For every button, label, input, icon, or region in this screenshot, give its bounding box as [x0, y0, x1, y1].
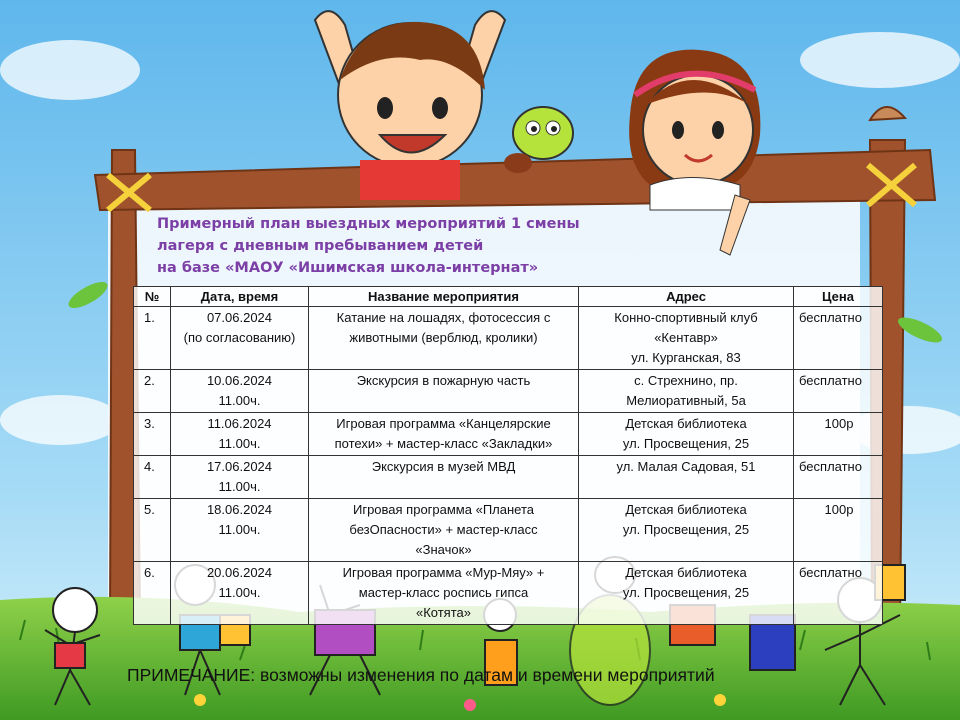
title-line-3: на базе «МАОУ «Ишимская школа-интернат»	[157, 260, 539, 276]
address-line: с. Стрехнино, пр.	[634, 373, 738, 388]
time-line: 11.00ч.	[218, 479, 261, 494]
cell-date	[171, 456, 309, 499]
address-line: «Кентавр»	[654, 330, 718, 345]
cell-num: 6.	[134, 562, 171, 625]
header-address: Адрес	[579, 287, 794, 307]
table-row	[134, 413, 883, 456]
header-event: Название мероприятия	[309, 287, 579, 307]
address-line: Детская библиотека	[625, 416, 747, 431]
address-line: ул. Просвещения, 25	[622, 436, 750, 451]
cell-date	[171, 499, 309, 562]
cell-date	[171, 370, 309, 413]
event-line: Экскурсия в музей МВД	[371, 459, 516, 474]
address-line: ул. Малая Садовая, 51	[616, 459, 756, 474]
address-line: Детская библиотека	[625, 565, 747, 580]
bee-character-illustration	[498, 88, 588, 178]
time-line: 11.00ч.	[218, 585, 261, 600]
events-table	[133, 286, 883, 625]
cell-event	[309, 499, 579, 562]
event-line: «Значок»	[415, 542, 472, 557]
cell-num: 4.	[134, 456, 171, 499]
cell-address	[579, 413, 794, 456]
cell-date	[171, 307, 309, 370]
address-line: ул. Курганская, 83	[631, 350, 741, 365]
table-row	[134, 456, 883, 499]
title-line-1: Примерный план выездных мероприятий 1 смены	[157, 216, 580, 232]
cell-event	[309, 307, 579, 370]
time-line: 11.00ч.	[218, 393, 261, 408]
address-line: ул. Просвещения, 25	[622, 522, 750, 537]
date-line: 18.06.2024	[206, 502, 273, 517]
event-line: безОпасности» + мастер-класс	[349, 522, 538, 537]
header-num: №	[134, 287, 171, 307]
event-line: Игровая программа «Планета	[352, 502, 534, 517]
cell-num: 3.	[134, 413, 171, 456]
cell-num: 5.	[134, 499, 171, 562]
cell-price: бесплатно	[794, 370, 883, 413]
event-line: Катание на лошадях, фотосессия с	[336, 310, 551, 325]
cell-address	[579, 562, 794, 625]
page-title	[157, 213, 597, 279]
cell-num: 1.	[134, 307, 171, 370]
table-row	[134, 499, 883, 562]
time-line: 11.00ч.	[218, 522, 261, 537]
cell-address	[579, 456, 794, 499]
cell-date	[171, 413, 309, 456]
event-line: потехи» + мастер-класс «Закладки»	[334, 436, 553, 451]
event-line: «Котята»	[415, 605, 471, 620]
boy-character-illustration	[290, 0, 530, 200]
event-line: животными (верблюд, кролики)	[349, 330, 538, 345]
event-line: Игровая программа «Канцелярские	[336, 416, 551, 431]
cell-address	[579, 370, 794, 413]
cell-price: 100р	[794, 499, 883, 562]
date-line: 20.06.2024	[206, 565, 273, 580]
cell-address	[579, 307, 794, 370]
date-line: 11.06.2024	[207, 416, 272, 431]
date-line: 17.06.2024	[206, 459, 273, 474]
address-line: Мелиоративный, 5а	[626, 393, 746, 408]
event-line: Игровая программа «Мур-Мяу» +	[342, 565, 545, 580]
cell-address	[579, 499, 794, 562]
event-line: Экскурсия в пожарную часть	[356, 373, 531, 388]
cell-event	[309, 562, 579, 625]
address-line: ул. Просвещения, 25	[622, 585, 750, 600]
cell-price: бесплатно	[794, 456, 883, 499]
cell-event	[309, 456, 579, 499]
header-date: Дата, время	[171, 287, 309, 307]
header-price: Цена	[794, 287, 883, 307]
cell-event	[309, 370, 579, 413]
event-line: мастер-класс роспись гипса	[358, 585, 529, 600]
cell-price: 100р	[794, 413, 883, 456]
date-line: 10.06.2024	[206, 373, 273, 388]
table-row	[134, 370, 883, 413]
address-line: Детская библиотека	[625, 502, 747, 517]
girl-character-illustration	[590, 35, 790, 265]
table-header-row	[134, 287, 883, 307]
cell-price: бесплатно	[794, 307, 883, 370]
cell-price: бесплатно	[794, 562, 883, 625]
table-row	[134, 307, 883, 370]
cell-num: 2.	[134, 370, 171, 413]
time-line: 11.00ч.	[218, 436, 261, 451]
cell-date	[171, 562, 309, 625]
date-line: 07.06.2024	[206, 310, 273, 325]
title-line-2: лагеря с дневным пребыванием детей	[157, 238, 484, 254]
time-line: (по согласованию)	[183, 330, 296, 345]
footnote: ПРИМЕЧАНИЕ: возможны изменения по датам и времени мероприятий	[127, 665, 715, 685]
table-row	[134, 562, 883, 625]
address-line: Конно-спортивный клуб	[614, 310, 758, 325]
cell-event	[309, 413, 579, 456]
